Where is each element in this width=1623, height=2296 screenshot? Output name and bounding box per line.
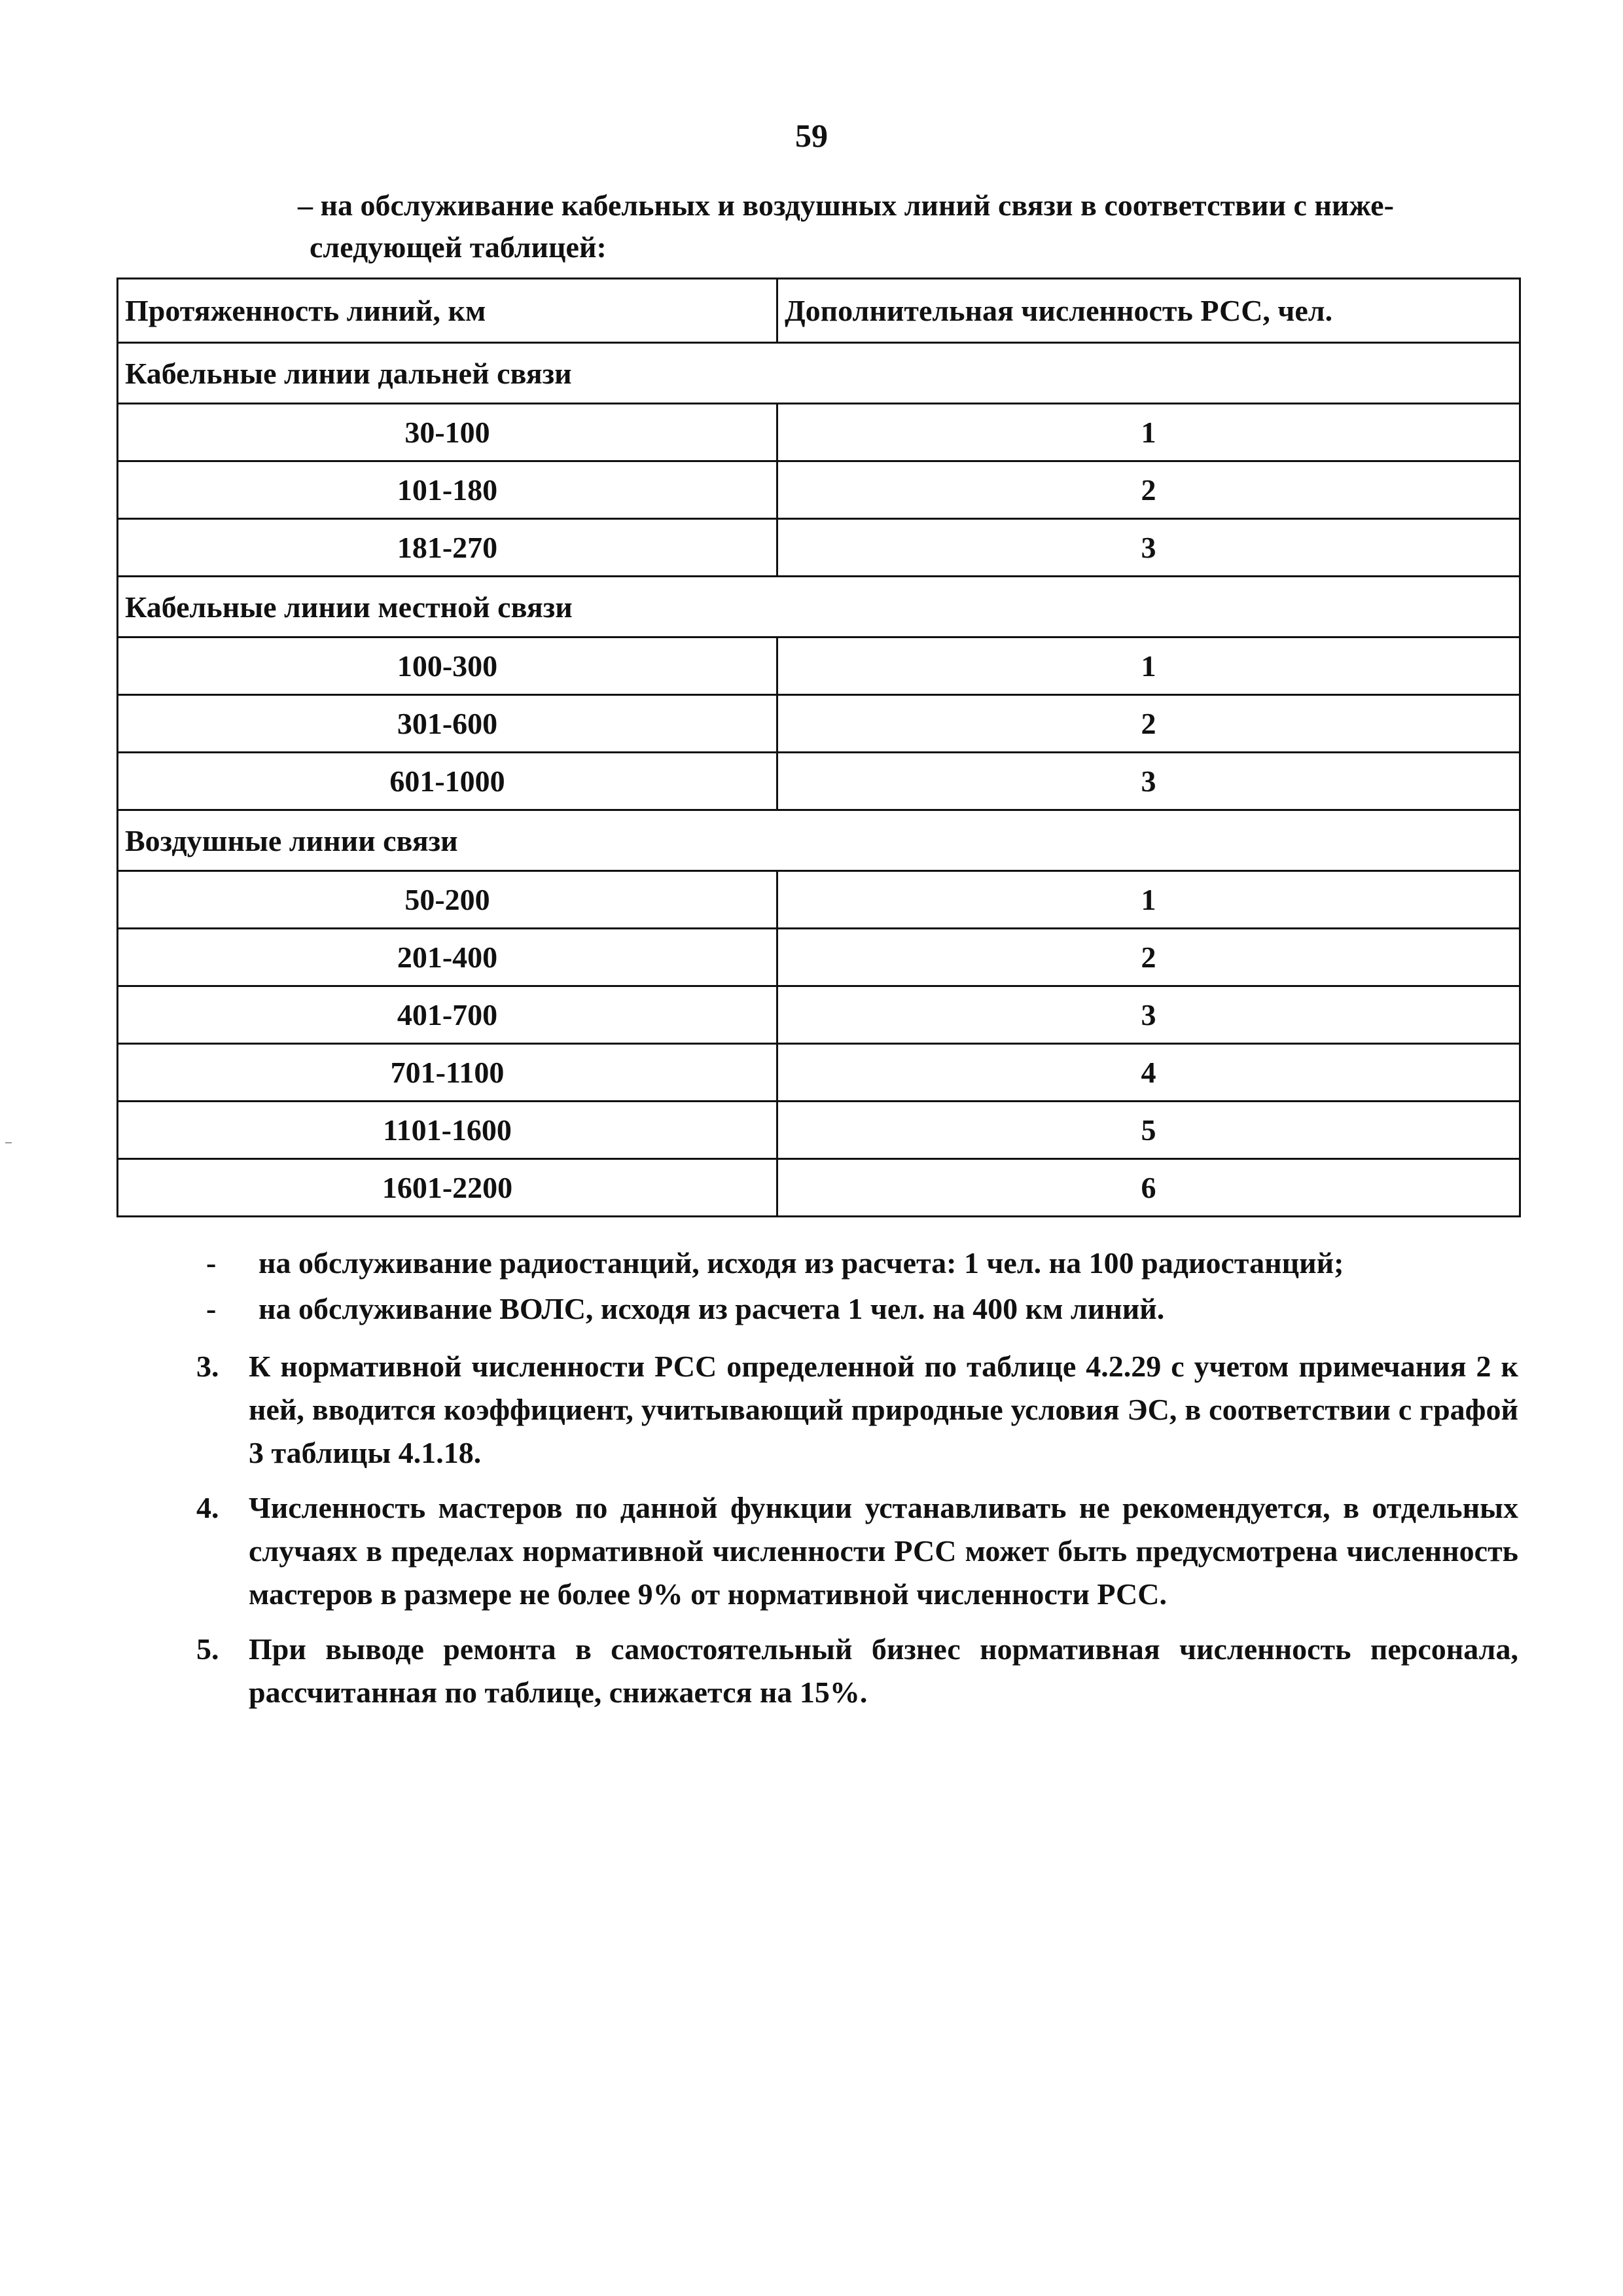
table-row [118,404,1520,461]
item-number: 3. [196,1350,219,1383]
table-row [118,1159,1520,1217]
intro-paragraph [298,185,1508,268]
item-text: Численность мастеров по данной функции устанавливать не рекомендуется, в отдельных случаях в пределах нормативной численности РСС может быть предусмотрена численность мастеров в размере не более 9% от нормативной численности РСС. [249,1491,1518,1611]
length-cell: 1601-2200 [118,1159,777,1217]
table-row [118,461,1520,519]
length-cell: 50-200 [118,871,777,929]
staff-cell: 2 [777,929,1520,986]
section-title: Кабельные линии дальней связи [118,343,1520,404]
list-item [196,1486,1518,1616]
length-cell: 181-270 [118,519,777,577]
item-text: При выводе ремонта в самостоятельный бизнес нормативная численность персонала, рассчитанная по таблице, снижается на 15%. [249,1632,1518,1709]
staff-cell: 1 [777,404,1520,461]
length-cell: 201-400 [118,929,777,986]
bullet-list [206,1240,1515,1332]
table-row [118,637,1520,695]
list-item [206,1240,1515,1286]
section-title: Кабельные линии местной связи [118,577,1520,637]
length-cell: 701-1100 [118,1044,777,1102]
staff-cell: 1 [777,871,1520,929]
header-cell-length: Протяженность линий, км [118,279,777,343]
header-cell-staff: Дополнительная численность РСС, чел. [777,279,1520,343]
list-item [196,1628,1518,1714]
intro-line-2: следующей таблицей: [310,230,607,264]
staff-cell: 2 [777,461,1520,519]
section-row [118,810,1520,871]
staff-cell: 1 [777,637,1520,695]
length-cell: 100-300 [118,637,777,695]
intro-line-1: – на обслуживание кабельных и воздушных линий связи в соответствии с ниже- [298,188,1394,222]
bullet-text: на обслуживание радиостанций, исходя из расчета: 1 чел. на 100 радиостанций; [259,1246,1344,1280]
length-cell: 301-600 [118,695,777,753]
list-item [206,1286,1515,1332]
table-row [118,986,1520,1044]
length-cell: 1101-1600 [118,1102,777,1159]
item-number: 4. [196,1491,219,1524]
length-cell: 401-700 [118,986,777,1044]
table-row [118,695,1520,753]
page-number: 59 [795,117,828,154]
list-item [196,1345,1518,1475]
bullet-text: на обслуживание ВОЛС, исходя из расчета 1 чел. на 400 км линий. [259,1292,1165,1325]
section-row [118,577,1520,637]
table-row [118,1044,1520,1102]
length-cell: 30-100 [118,404,777,461]
staff-cell: 4 [777,1044,1520,1102]
staff-cell: 3 [777,753,1520,810]
table-row [118,929,1520,986]
staff-cell: 3 [777,986,1520,1044]
table-row [118,871,1520,929]
staffing-table [116,278,1521,1217]
table-row [118,1102,1520,1159]
section-row [118,343,1520,404]
staff-cell: 5 [777,1102,1520,1159]
staff-cell: 2 [777,695,1520,753]
section-title: Воздушные линии связи [118,810,1520,871]
numbered-list [196,1345,1518,1726]
length-cell: 101-180 [118,461,777,519]
staff-cell: 6 [777,1159,1520,1217]
bullet-dash: - [206,1292,217,1325]
scan-mark [5,1142,12,1143]
table-row [118,519,1520,577]
item-number: 5. [196,1632,219,1666]
table-header-row [118,279,1520,343]
table-row [118,753,1520,810]
bullet-dash: - [206,1246,217,1280]
staff-cell: 3 [777,519,1520,577]
item-text: К нормативной численности РСС определенной по таблице 4.2.29 с учетом примечания 2 к ней, вводится коэффициент, учитывающий природные условия ЭС, в соответствии с графой 3 таблицы 4.1.18. [249,1350,1518,1469]
length-cell: 601-1000 [118,753,777,810]
